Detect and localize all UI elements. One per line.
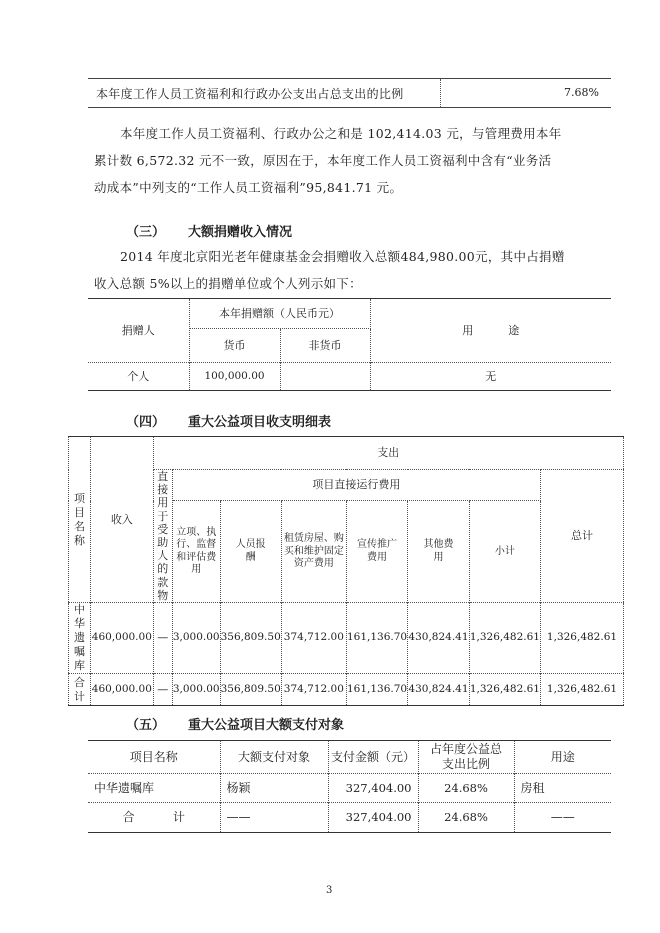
- donor-header: 捐赠人: [88, 299, 189, 363]
- ratio-label: 本年度工作人员工资福利和行政办公支出占总支出的比例: [96, 87, 404, 101]
- paragraph-1-line-2: 累计数 6,572.32 元不一致，原因在于，本年度工作人员工资福利中含有“业务活: [94, 153, 552, 168]
- purpose-cell: 房租: [514, 774, 611, 803]
- section-5-title: 重大公益项目大额支付对象: [188, 718, 345, 733]
- table-row: [69, 674, 624, 706]
- operation-cost-header: 项目直接运行费用: [172, 470, 540, 501]
- subtotal-cell: 1,326,482.61: [469, 674, 540, 706]
- ratio-header: 占年度公益总支出比例: [418, 741, 514, 774]
- table-row: [69, 603, 624, 674]
- project-name-cell: 中华遗嘱库: [69, 603, 91, 674]
- direct-aid-cell: —: [153, 674, 172, 706]
- ratio-cell: 24.68%: [418, 774, 514, 803]
- paragraph-1-line-3: 动成本”中列支的“工作人员工资福利”95,841.71 元。: [94, 180, 403, 195]
- income-header: 收入: [91, 437, 153, 603]
- payee-table: [88, 740, 611, 833]
- project-name-cell: 中华遗嘱库: [88, 774, 220, 803]
- ratio-table: [88, 78, 611, 108]
- purpose-header: 用 途: [462, 323, 520, 337]
- amount-cell: 327,404.00: [328, 803, 418, 833]
- project-detail-table: [68, 436, 624, 706]
- personnel-cell: 356,809.50: [220, 603, 281, 674]
- project-name-header: 项目名称: [88, 741, 220, 774]
- ratio-cell: 24.68%: [418, 803, 514, 833]
- rent-asset-cell: 374,712.00: [281, 603, 346, 674]
- project-name-header: 项目名称: [69, 437, 91, 603]
- payee-cell: 杨颖: [220, 774, 328, 803]
- donor-cell: 个人: [88, 363, 189, 391]
- other-cost-cell: 430,824.41: [408, 603, 470, 674]
- total-cell: 1,326,482.61: [540, 674, 623, 706]
- personnel-header: 人员报酬: [220, 501, 281, 603]
- rent-asset-cell: 374,712.00: [281, 674, 346, 706]
- section-3-number: （三）: [126, 225, 166, 240]
- establish-cost-cell: 3,000.00: [172, 674, 220, 706]
- page-number: 3: [326, 885, 333, 896]
- currency-header: 货币: [189, 329, 280, 363]
- payee-cell: ——: [220, 803, 328, 833]
- promotion-header: 宣传推广费用: [346, 501, 407, 603]
- direct-aid-header: 直接用于受助人的款物: [153, 470, 172, 603]
- purpose-cell: 无: [370, 363, 611, 391]
- income-cell: 460,000.00: [91, 674, 153, 706]
- currency-cell: 100,000.00: [189, 363, 280, 391]
- promotion-cell: 161,136.70: [346, 674, 407, 706]
- section-5-number: （五）: [126, 718, 166, 733]
- non-currency-cell: [280, 363, 370, 391]
- purpose-header: 用途: [550, 749, 575, 764]
- section-3-text-line-1: 2014 年度北京阳光老年健康基金会捐赠收入总额484,980.00元，其中占捐赠: [120, 249, 565, 264]
- amount-cell: 327,404.00: [328, 774, 418, 803]
- paragraph-1-line-1: 本年度工作人员工资福利、行政办公之和是 102,414.03 元，与管理费用本年: [120, 126, 562, 141]
- personnel-cell: 356,809.50: [220, 674, 281, 706]
- section-4-title: 重大公益项目收支明细表: [188, 415, 332, 430]
- section-3-title: 大额捐赠收入情况: [188, 225, 293, 240]
- table-row: [88, 803, 611, 833]
- amount-header: 支付金额（元）: [328, 741, 418, 774]
- expense-header: 支出: [153, 437, 623, 470]
- income-cell: 460,000.00: [91, 603, 153, 674]
- direct-aid-cell: —: [153, 603, 172, 674]
- project-name-cell: 合 计: [88, 803, 220, 833]
- establish-cost-header: 立项、执行、监督和评估费用: [172, 501, 220, 603]
- other-cost-cell: 430,824.41: [408, 674, 470, 706]
- project-name-cell: 合计: [69, 674, 91, 706]
- section-4-number: （四）: [126, 415, 166, 430]
- rent-asset-header: 租赁房屋、购买和维护固定资产费用: [281, 501, 346, 603]
- subtotal-header: 小计: [469, 501, 540, 603]
- table-row: [88, 363, 611, 391]
- purpose-cell: ——: [514, 803, 611, 833]
- amount-group-header: 本年捐赠额（人民币元）: [189, 299, 370, 329]
- total-cell: 1,326,482.61: [540, 603, 623, 674]
- donation-table: [88, 298, 611, 391]
- table-row: [88, 774, 611, 803]
- promotion-cell: 161,136.70: [346, 603, 407, 674]
- non-currency-header: 非货币: [280, 329, 370, 363]
- other-cost-header: 其他费用: [408, 501, 470, 603]
- total-header: 总计: [570, 529, 593, 543]
- payee-header: 大额支付对象: [220, 741, 328, 774]
- subtotal-cell: 1,326,482.61: [469, 603, 540, 674]
- section-3-text-line-2: 收入总额 5%以上的捐赠单位或个人列示如下：: [94, 276, 362, 291]
- establish-cost-cell: 3,000.00: [172, 603, 220, 674]
- ratio-value: 7.68%: [564, 86, 599, 99]
